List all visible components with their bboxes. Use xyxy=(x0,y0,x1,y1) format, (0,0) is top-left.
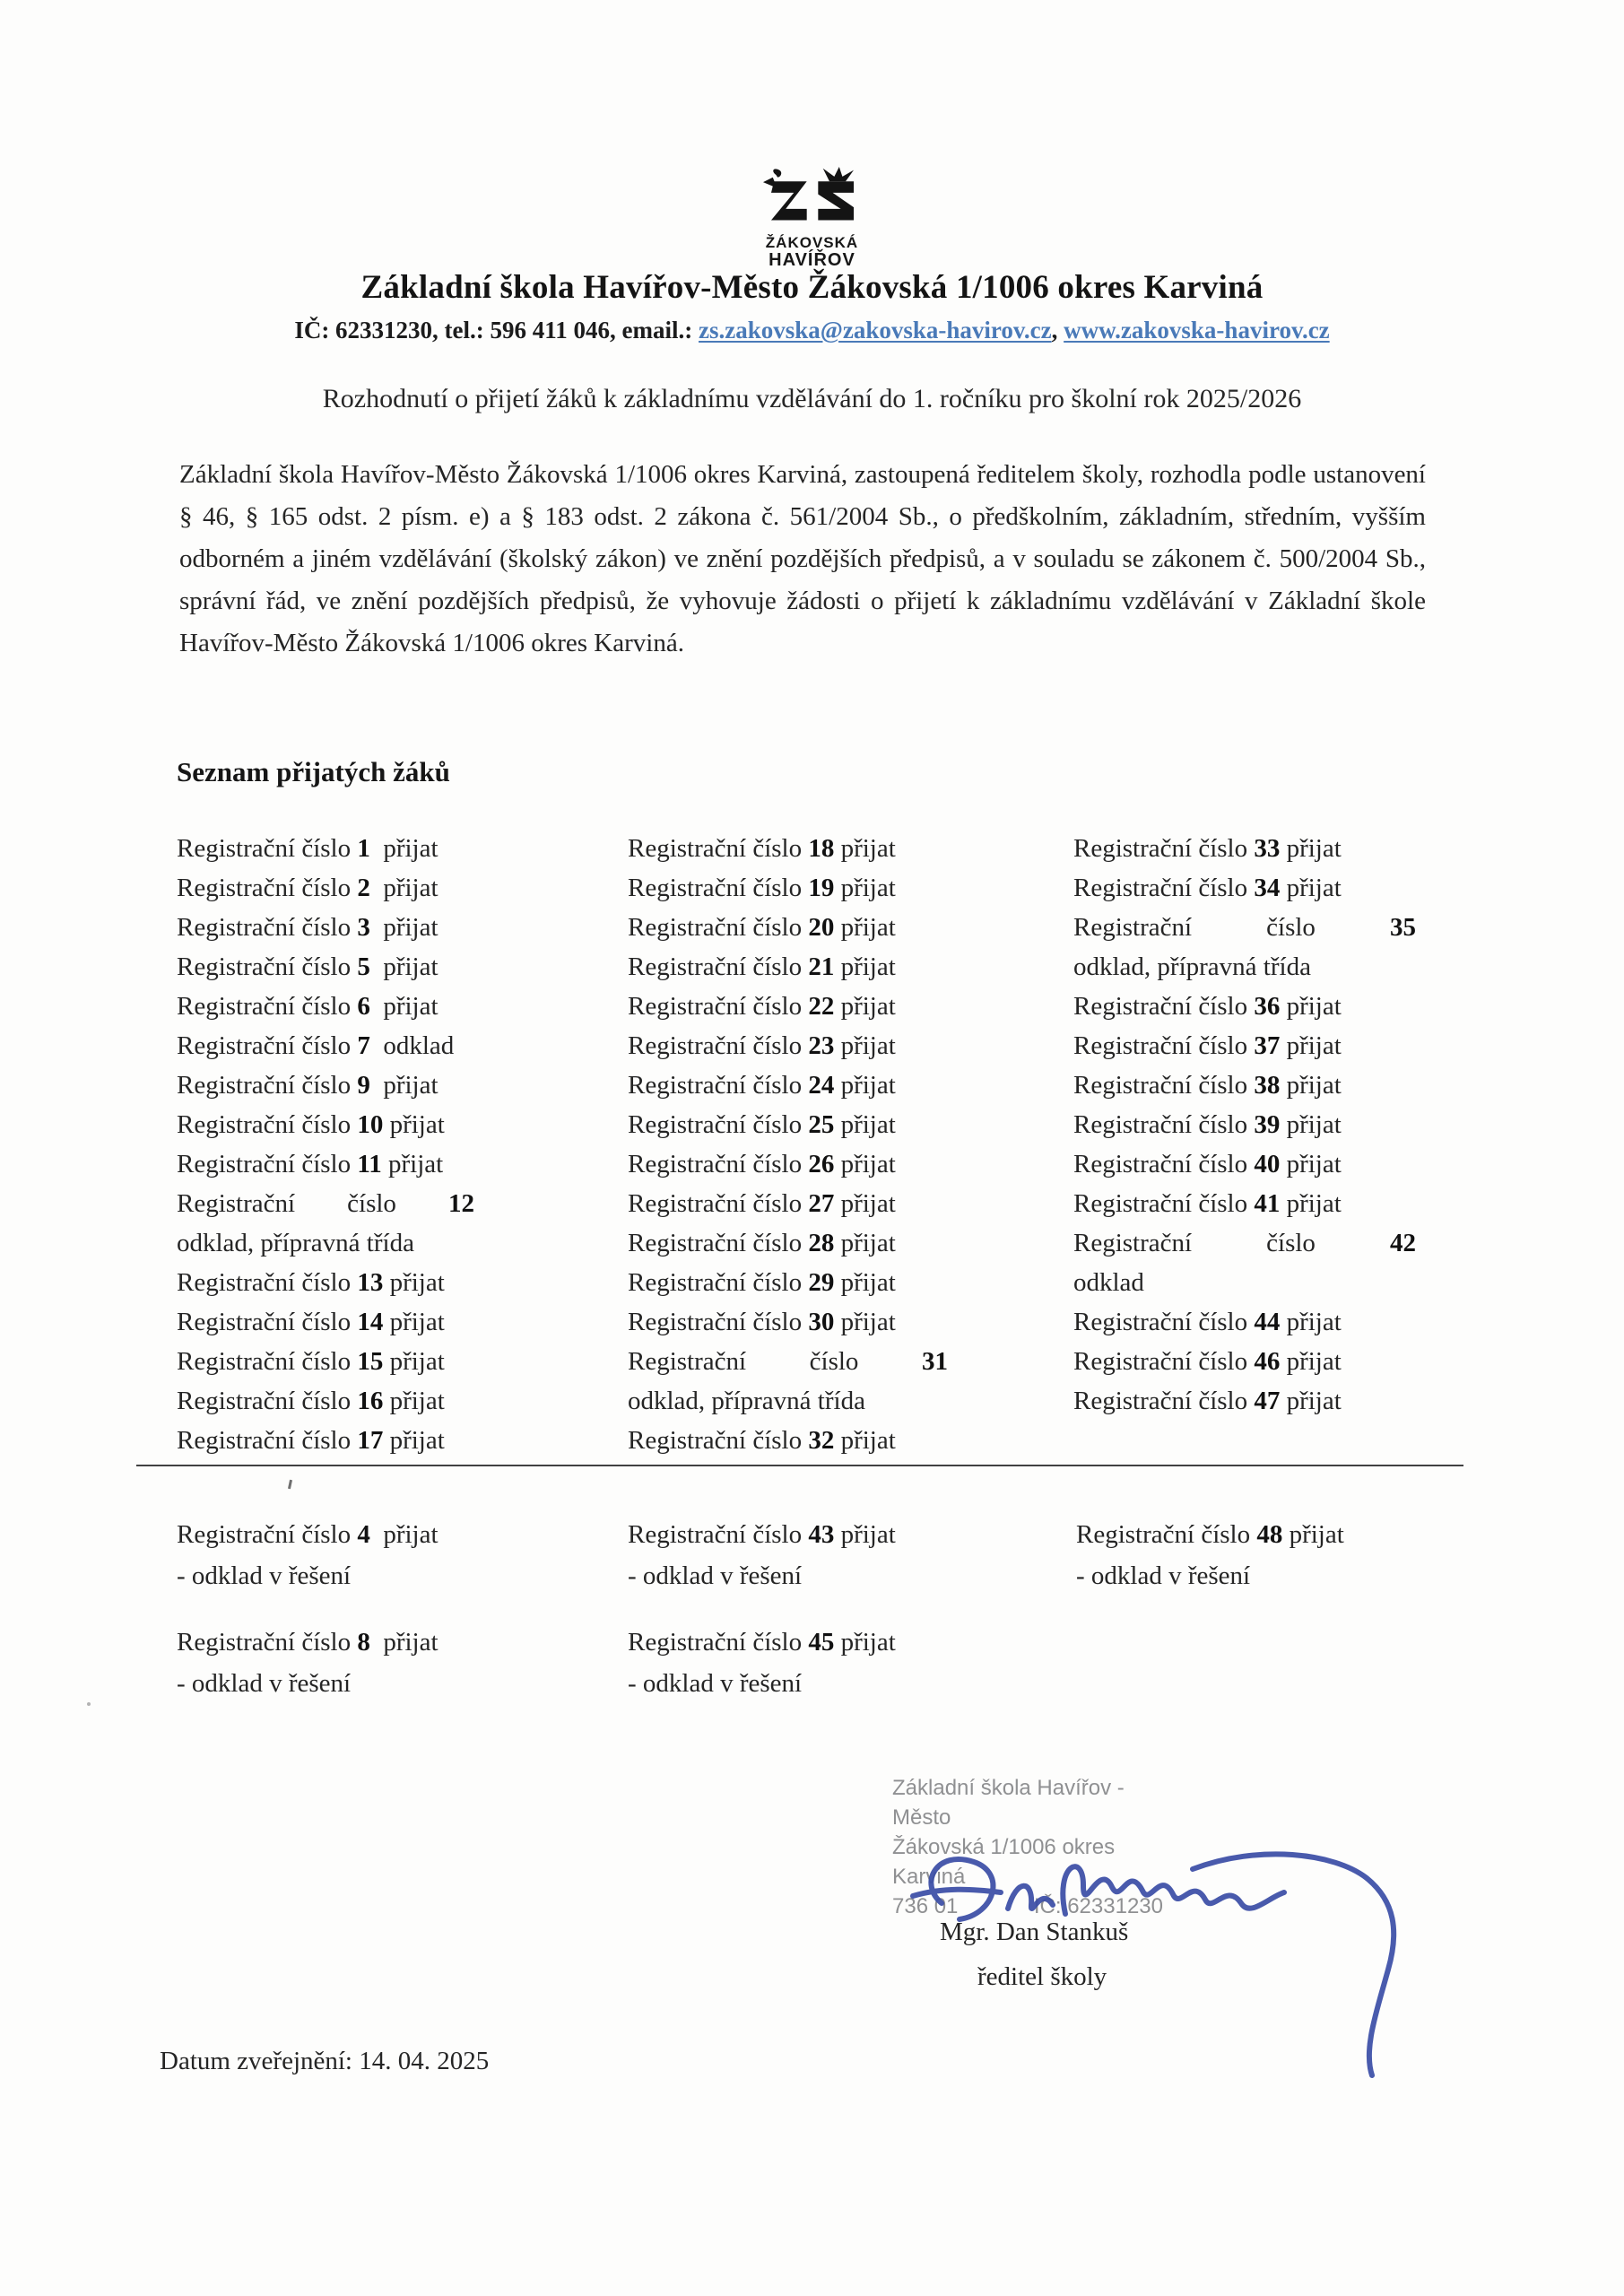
registration-entry: Registrační číslo 34 přijat xyxy=(1073,874,1342,902)
registration-column-3 xyxy=(1073,829,1432,1421)
registration-entry: Registrační číslo 28 přijat xyxy=(628,1229,896,1257)
registration-entry: Registrační číslo 22 přijat xyxy=(628,992,896,1021)
registration-column-1 xyxy=(177,829,517,1460)
decision-body-paragraph: Základní škola Havířov-Město Žákovská 1/1006 okres Karviná, zastoupená ředitelem školy, rozhodla podle ustanovení § 46, § 165 odst. 2 písm. e) a § 183 odst. 2 zákona č. 561/2004 Sb., o předškolním, základním, středním, vyšším odborném a jiném vzdělávání (školský zákon) ve znění pozdějších předpisů, a v souladu se zákonem č. 500/2004 Sb., správní řád, ve znění pozdějších předpisů, že vyhovuje žádosti o přijetí k základnímu vzdělávání v Základní škole Havířov-Město Žákovská 1/1006 okres Karviná. xyxy=(179,460,1426,657)
registration-entry: Registrační číslo 46 přijat xyxy=(1073,1347,1342,1376)
registration-entry: Registrační číslo 29 přijat xyxy=(628,1268,896,1297)
registration-entry: Registrační číslo 41 přijat xyxy=(1073,1189,1342,1218)
registration-entry: Registrační číslo 26 přijat xyxy=(628,1150,896,1178)
registration-entry: Registrační číslo 30 přijat xyxy=(628,1308,896,1336)
horizontal-separator xyxy=(136,1465,1463,1466)
stamp-line-1: Základní škola Havířov - Město xyxy=(892,1776,1125,1830)
registration-entry: Registrační číslo 7 odklad xyxy=(177,1031,455,1060)
stamp-line-2: Žákovská 1/1006 okres Karviná xyxy=(892,1835,1116,1889)
registration-entry: Registrační číslo 10 přijat xyxy=(177,1110,445,1139)
registration-column-2 xyxy=(628,829,986,1460)
registration-entry: Registrační číslo 18 přijat xyxy=(628,834,896,863)
registration-entry: Registrační číslo 27 přijat xyxy=(628,1189,896,1218)
signatory-role: ředitel školy xyxy=(977,1962,1107,1991)
supplement-row-2 xyxy=(0,1622,1624,1720)
registration-entry: Registrační číslo 40 přijat xyxy=(1073,1150,1342,1178)
supplement-entry: Registrační číslo 4 přijat - odklad v řešení xyxy=(177,1520,439,1590)
registration-entry: Registrační číslo 17 přijat xyxy=(177,1426,445,1455)
registration-entry: Registrační číslo 1 přijat xyxy=(177,834,439,863)
registration-entry: Registrační číslo 23 přijat xyxy=(628,1031,896,1060)
supplement-entry: Registrační číslo 43 přijat - odklad v řešení xyxy=(628,1520,896,1590)
school-logo-icon xyxy=(760,167,865,233)
decision-subject: Rozhodnutí o přijetí žáků k základnímu vzdělávání do 1. ročníku pro školní rok 2025/2026 xyxy=(322,384,1302,413)
registration-entry: Registrační číslo 38 přijat xyxy=(1073,1071,1342,1100)
signatory-name: Mgr. Dan Stankuš xyxy=(940,1918,1129,1946)
registration-entry: Registrační číslo 33 přijat xyxy=(1073,834,1342,863)
registration-entry-status: odklad, přípravná třída xyxy=(1073,952,1311,981)
email-link[interactable]: zs.zakovska@zakovska-havirov.cz xyxy=(699,317,1052,344)
logo-caption-zakovska: ŽÁKOVSKÁ xyxy=(765,234,859,251)
publication-date: Datum zveřejnění: 14. 04. 2025 xyxy=(160,2047,490,2075)
scan-artifact-tick xyxy=(288,1480,292,1489)
registration-entry-status: odklad, přípravná třída xyxy=(628,1387,865,1415)
stamp-postal-code: 736 01 xyxy=(892,1894,959,1918)
registration-entry: Registrační číslo 11 přijat xyxy=(177,1150,444,1178)
registration-entry: Registrační číslo 19 přijat xyxy=(628,874,896,902)
registration-entry: Registrační číslo 25 přijat xyxy=(628,1110,896,1139)
registration-entry: Registrační číslo 16 přijat xyxy=(177,1387,445,1415)
registration-entry: Registrační číslo 5 přijat xyxy=(177,952,439,981)
supplement-entry: Registrační číslo 45 přijat - odklad v řešení xyxy=(628,1628,896,1698)
registration-entry: Registrační číslo 24 přijat xyxy=(628,1071,896,1100)
registration-entry-status: odklad, přípravná třída xyxy=(177,1229,414,1257)
registration-entry: Registrační číslo 42 xyxy=(1073,1229,1416,1257)
registration-entry: Registrační číslo 37 přijat xyxy=(1073,1031,1342,1060)
registration-entry: Registrační číslo 31 xyxy=(628,1347,948,1376)
contact-separator: , xyxy=(1051,317,1064,344)
registration-entry: Registrační číslo 9 přijat xyxy=(177,1071,439,1100)
school-logo xyxy=(0,167,1624,269)
school-contact-line xyxy=(0,317,1624,344)
registration-entry: Registrační číslo 2 přijat xyxy=(177,874,439,902)
registration-entry: Registrační číslo 15 přijat xyxy=(177,1347,445,1376)
stamp-ic-number: IČ: 62331230 xyxy=(1033,1894,1163,1918)
registration-entry: Registrační číslo 6 přijat xyxy=(177,992,439,1021)
supplement-row-1 xyxy=(0,1514,1624,1613)
signature-ink-icon xyxy=(908,1839,1428,2081)
registration-entry: Registrační číslo 3 přijat xyxy=(177,913,439,942)
registration-entry: Registrační číslo 44 přijat xyxy=(1073,1308,1342,1336)
registration-entry: Registrační číslo 36 přijat xyxy=(1073,992,1342,1021)
registration-entry: Registrační číslo 12 xyxy=(177,1189,474,1218)
registration-entry: Registrační číslo 21 přijat xyxy=(628,952,896,981)
supplement-entry: Registrační číslo 8 přijat - odklad v řešení xyxy=(177,1628,439,1698)
contact-prefix: IČ: 62331230, tel.: 596 411 046, email.: xyxy=(294,317,699,344)
registration-entry: Registrační číslo 14 přijat xyxy=(177,1308,445,1336)
registration-entry: Registrační číslo 32 přijat xyxy=(628,1426,896,1455)
supplement-entry: Registrační číslo 48 přijat - odklad v řešení xyxy=(1076,1520,1344,1590)
registration-entry: Registrační číslo 20 přijat xyxy=(628,913,896,942)
website-link[interactable]: www.zakovska-havirov.cz xyxy=(1064,317,1330,344)
registration-entry: Registrační číslo 39 přijat xyxy=(1073,1110,1342,1139)
registration-entry: Registrační číslo 13 přijat xyxy=(177,1268,445,1297)
registration-entry: Registrační číslo 35 xyxy=(1073,913,1416,942)
list-heading: Seznam přijatých žáků xyxy=(177,756,450,787)
logo-caption-havirov: HAVÍŘOV xyxy=(769,250,855,270)
school-name-title: Základní škola Havířov-Město Žákovská 1/1006 okres Karviná xyxy=(360,269,1264,306)
registration-entry-status: odklad xyxy=(1073,1268,1144,1297)
registration-entry: Registrační číslo 47 přijat xyxy=(1073,1387,1342,1415)
